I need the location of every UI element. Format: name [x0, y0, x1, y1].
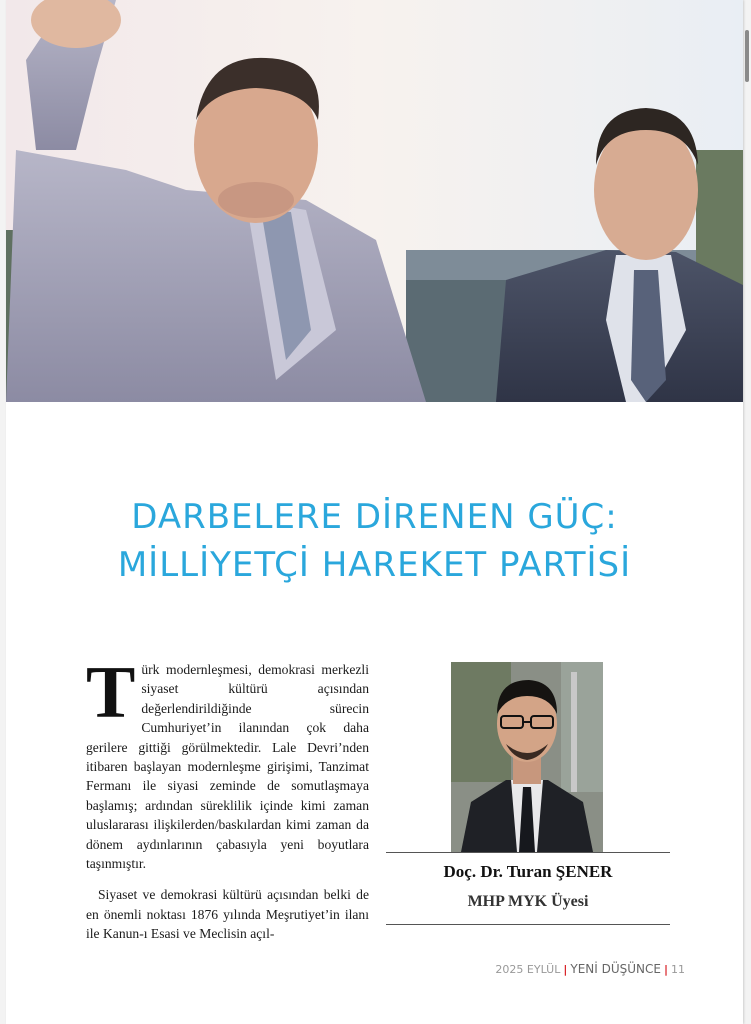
footer-date: 2025 EYLÜL — [495, 963, 561, 976]
divider — [386, 924, 670, 925]
footer-separator: | — [563, 963, 568, 976]
magazine-page — [6, 0, 743, 1024]
author-portrait-illustration — [451, 662, 603, 852]
hero-photo-illustration — [6, 0, 743, 402]
article-paragraph-2: Siyaset ve demokrasi kültürü açısından belki de en önemli noktası 1876 yılında Meşrutiyet’in ilanı ile Kanun-ı Esasi ve Meclisin açıl- — [86, 887, 369, 942]
author-name: Doç. Dr. Turan ŞENER — [443, 862, 613, 881]
article-paragraph — [86, 652, 369, 873]
scrollbar[interactable] — [745, 30, 749, 82]
author-photo — [451, 662, 603, 852]
author-role: MHP MYK Üyesi — [467, 893, 589, 910]
article-title — [6, 493, 743, 589]
article-body — [86, 652, 369, 944]
paragraph-1-text: ürk modernleşmesi, demokrasi merkezli siyaset kültürü açısından değerlendirildiğinde sürecin Cumhuriyet’in ilanından çok daha gerilere gittiği görülmektedir. Lale Devri’nden itibaren başlayan modernleşme girişimi, Tanzimat Fermanı ile siyasi zeminde de somutlaşmaya başlamış; ardından süreklilik içinde kimi zaman uluslararası ilişkilerden/baskılardan kimi zaman da dönem aydınlarının çabasıyla yeni boyutlara taşınmıştır. — [86, 662, 369, 872]
footer-separator: | — [663, 963, 668, 976]
hero-photo — [6, 0, 743, 402]
footer-magazine-name: YENİ DÜŞÜNCE — [570, 962, 661, 976]
page-number: 11 — [671, 963, 685, 976]
article-title-line1: DARBELERE DİRENEN GÜÇ: — [131, 497, 618, 537]
drop-cap: T — [86, 652, 136, 734]
page-footer — [495, 962, 685, 976]
divider — [386, 852, 670, 853]
article-title-line2: MİLLİYETÇİ HAREKET PARTİSİ — [117, 545, 632, 585]
